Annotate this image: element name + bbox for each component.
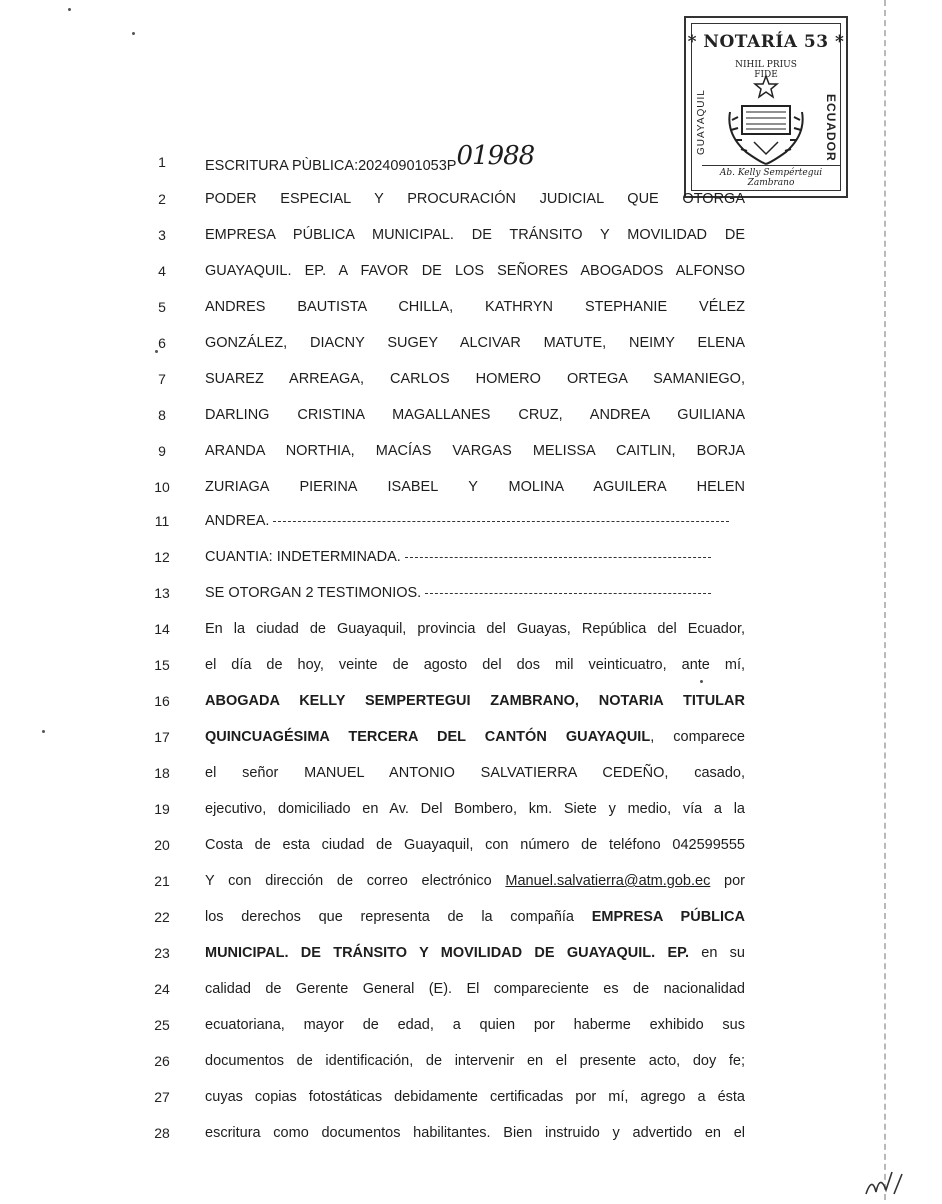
line-number: 12 — [154, 549, 170, 565]
line-number: 9 — [158, 443, 166, 459]
line-text-content: ANDREA. — [205, 513, 270, 529]
fill-dashes — [405, 557, 711, 558]
line-number: 22 — [154, 909, 170, 925]
line-number: 4 — [158, 263, 166, 279]
line-text — [205, 141, 745, 178]
stamp-city: GUAYAQUIL — [696, 89, 707, 155]
line-text-content: DARLING CRISTINA MAGALLANES CRUZ, ANDREA GUILIANA — [205, 407, 745, 423]
line-number: 23 — [154, 945, 170, 961]
document-line — [0, 403, 942, 431]
stamp-motto: NIHIL PRIUS FIDE — [735, 60, 797, 80]
line-text — [205, 367, 745, 391]
document-line — [0, 653, 942, 681]
bold-text: QUINCUAGÉSIMA TERCERA DEL CANTÓN GUAYAQUIL — [205, 729, 651, 745]
line-text — [205, 331, 745, 355]
document-line — [0, 509, 942, 537]
line-number: 15 — [154, 657, 170, 673]
line-number: 14 — [154, 621, 170, 637]
line-text — [205, 941, 745, 965]
line-text — [205, 509, 745, 533]
document-line — [0, 689, 942, 717]
document-line — [0, 941, 942, 969]
line-number: 7 — [158, 371, 166, 387]
document-line — [0, 761, 942, 789]
line-number: 10 — [154, 479, 170, 495]
line-text — [205, 797, 745, 821]
line-text-content: PODER ESPECIAL Y PROCURACIÓN JUDICIAL QUE OTORGA — [205, 191, 745, 207]
line-text — [205, 761, 745, 785]
document-line — [0, 1121, 942, 1149]
line-text — [205, 869, 745, 893]
document-line — [0, 1085, 942, 1113]
line-text-content: calidad de Gerente General (E). El compareciente es de nacionalidad — [205, 981, 745, 997]
line-number: 20 — [154, 837, 170, 853]
bold-text: MUNICIPAL. DE TRÁNSITO Y MOVILIDAD DE GUAYAQUIL. EP. — [205, 945, 689, 961]
bold-text: EMPRESA PÚBLICA — [591, 909, 745, 925]
line-number: 26 — [154, 1053, 170, 1069]
line-text-content: GONZÁLEZ, DIACNY SUGEY ALCIVAR MATUTE, NEIMY ELENA — [205, 335, 745, 351]
line-text-content: los derechos que representa de la compañía — [205, 909, 592, 925]
scan-speck — [68, 8, 71, 11]
fill-dashes — [425, 593, 711, 594]
document-line — [0, 295, 942, 323]
document-line — [0, 1049, 942, 1077]
line-number: 11 — [154, 513, 170, 529]
line-number: 28 — [154, 1125, 170, 1141]
line-text-content: SUAREZ ARREAGA, CARLOS HOMERO ORTEGA SAMANIEGO, — [205, 371, 745, 387]
scan-speck — [132, 32, 135, 35]
line-number: 21 — [154, 873, 170, 889]
fill-dashes — [273, 521, 729, 522]
line-text — [205, 403, 745, 427]
line-text-content: SE OTORGAN 2 TESTIMONIOS. — [205, 585, 422, 601]
line-text — [205, 1013, 745, 1037]
line-text — [205, 905, 745, 929]
line-text-content: ejecutivo, domiciliado en Av. Del Bombero, km. Siete y medio, vía a la — [205, 801, 745, 817]
line-number: 17 — [154, 729, 170, 745]
line-text — [205, 689, 745, 713]
line-number: 8 — [158, 407, 166, 423]
document-line — [0, 869, 942, 897]
document-line — [0, 977, 942, 1005]
line-text — [205, 545, 745, 569]
line-text — [205, 1121, 745, 1145]
line-text — [205, 1049, 745, 1073]
line-text-content: CUANTIA: INDETERMINADA. — [205, 549, 401, 565]
document-line — [0, 1013, 942, 1041]
line-text — [205, 295, 745, 319]
line-number: 13 — [154, 585, 170, 601]
line-number: 19 — [154, 801, 170, 817]
document-line — [0, 223, 942, 251]
line-text-content: ecuatoriana, mayor de edad, a quien por haberme exhibido sus — [205, 1017, 745, 1033]
line-number: 18 — [154, 765, 170, 781]
line-number: 25 — [154, 1017, 170, 1033]
line-text-content: ZURIAGA PIERINA ISABEL Y MOLINA AGUILERA HELEN — [205, 479, 745, 495]
email-link[interactable]: Manuel.salvatierra@atm.gob.ec — [505, 873, 711, 889]
line-text — [205, 1085, 745, 1109]
line-text-content: ARANDA NORTHIA, MACÍAS VARGAS MELISSA CAITLIN, BORJA — [205, 443, 745, 459]
escritura-number-handwritten: 01988 — [456, 141, 535, 171]
line-text-content: Costa de esta ciudad de Guayaquil, con número de teléfono 042599555 — [205, 837, 745, 853]
line-text-content: En la ciudad de Guayaquil, provincia del Guayas, República del Ecuador, — [205, 621, 745, 637]
document-line — [0, 545, 942, 573]
line-number: 24 — [154, 981, 170, 997]
document-line — [0, 141, 942, 178]
line-number: 27 — [154, 1089, 170, 1105]
document-line — [0, 187, 942, 215]
line-text — [205, 653, 745, 677]
document-line — [0, 475, 942, 503]
line-number: 2 — [158, 191, 166, 207]
line-text-content: , comparece — [650, 729, 745, 745]
line-text-content: EMPRESA PÚBLICA MUNICIPAL. DE TRÁNSITO Y MOVILIDAD DE — [205, 227, 745, 243]
document-line — [0, 331, 942, 359]
line-text — [205, 833, 745, 857]
escritura-number-printed: ESCRITURA PÙBLICA:20240901053P — [205, 158, 457, 174]
line-text-content: documentos de identificación, de intervenir en el presente acto, doy fe; — [205, 1053, 745, 1069]
line-number: 3 — [158, 227, 166, 243]
line-text — [205, 617, 745, 641]
line-text-content: Y con dirección de correo electrónico — [205, 873, 506, 889]
line-text — [205, 475, 745, 499]
stamp-title: * NOTARÍA 53 * — [687, 32, 845, 52]
document-line — [0, 725, 942, 753]
line-text-content: el día de hoy, veinte de agosto del dos mil veinticuatro, ante mí, — [205, 657, 745, 673]
bold-text: ABOGADA KELLY SEMPERTEGUI ZAMBRANO, NOTARIA TITULAR — [205, 693, 745, 709]
line-text-content: GUAYAQUIL. EP. A FAVOR DE LOS SEÑORES ABOGADOS ALFONSO — [205, 263, 745, 279]
line-text-content: escritura como documentos habilitantes. Bien instruido y advertido en el — [205, 1125, 745, 1141]
line-text-content: por — [710, 873, 745, 889]
line-text — [205, 439, 745, 463]
line-text — [205, 259, 745, 283]
document-line — [0, 367, 942, 395]
stamp-country: ECUADOR — [824, 94, 838, 162]
document-line — [0, 439, 942, 467]
document-line — [0, 833, 942, 861]
line-number: 1 — [158, 154, 166, 170]
line-number: 16 — [154, 693, 170, 709]
page-initial-mark — [862, 1168, 912, 1204]
line-text-content: en su — [688, 945, 745, 961]
document-line — [0, 797, 942, 825]
line-number: 6 — [158, 335, 166, 351]
line-text-content: el señor MANUEL ANTONIO SALVATIERRA CEDEÑO, casado, — [205, 765, 745, 781]
document-line — [0, 259, 942, 287]
line-text-content: cuyas copias fotostáticas debidamente certificadas por mí, agrego a ésta — [205, 1089, 745, 1105]
line-text-content: ANDRES BAUTISTA CHILLA, KATHRYN STEPHANIE VÉLEZ — [205, 299, 745, 315]
line-text — [205, 581, 745, 605]
line-text — [205, 223, 745, 247]
line-number: 5 — [158, 299, 166, 315]
document-line — [0, 617, 942, 645]
line-text — [205, 977, 745, 1001]
document-line — [0, 581, 942, 609]
line-text — [205, 187, 745, 211]
line-text — [205, 725, 745, 749]
document-line — [0, 905, 942, 933]
stamp-notary-name: Ab. Kelly Sempértegui Zambrano — [702, 165, 840, 188]
